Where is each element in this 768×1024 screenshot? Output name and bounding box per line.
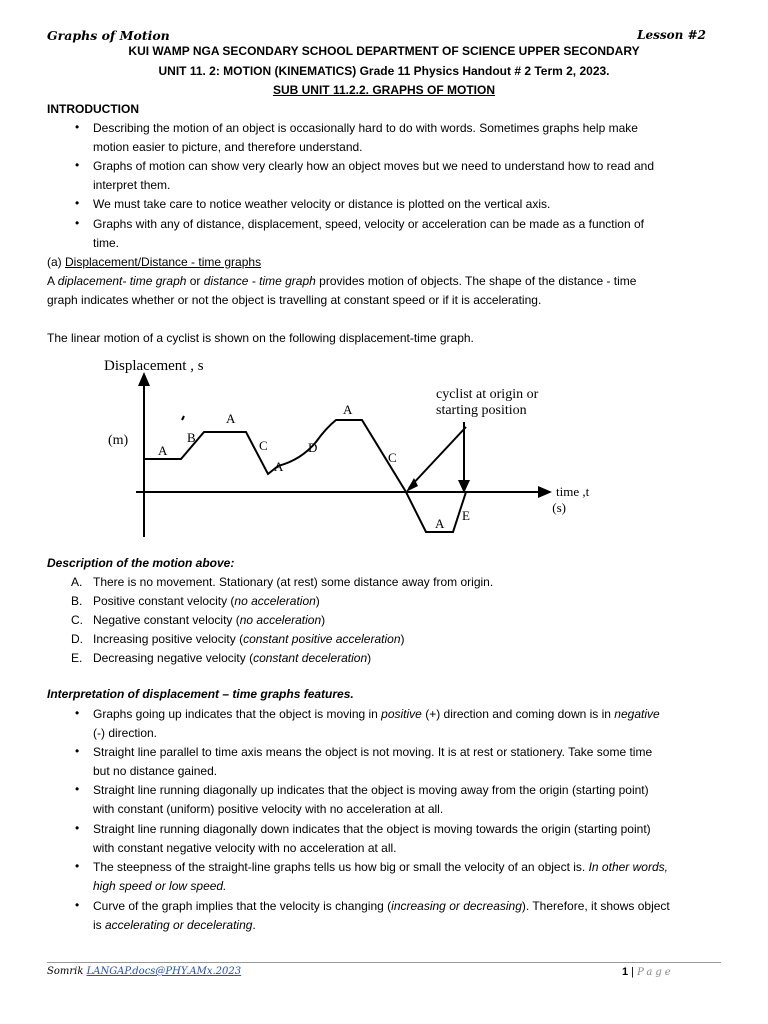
text-run: positive bbox=[381, 707, 422, 721]
text-run: constant deceleration bbox=[253, 651, 368, 665]
list-letter: A. bbox=[71, 575, 83, 589]
section-a-paragraph-line-1 bbox=[47, 272, 636, 291]
interp-bullet-1-line-2: (-) direction. bbox=[93, 726, 158, 740]
intro-bullet-2-line-1: Graphs of motion can show very clearly how an object moves but we need to understand how to read and bbox=[93, 159, 654, 173]
interp-bullet-3-line-2: with constant (uniform) positive velocity with no acceleration at all. bbox=[93, 802, 444, 816]
intro-bullet-1-line-2: motion easier to picture, and therefore understand. bbox=[93, 140, 363, 154]
annotation-line-2: starting position bbox=[436, 403, 527, 418]
segment-label: C bbox=[259, 438, 268, 453]
segment-label: A bbox=[158, 443, 168, 458]
footer-author-name: Somrik bbox=[47, 966, 87, 977]
footer-page-number bbox=[622, 966, 674, 978]
interp-bullet-6-line-2 bbox=[93, 916, 256, 935]
bullet-dot: • bbox=[75, 898, 80, 912]
list-letter: E. bbox=[71, 651, 83, 665]
text-run: no acceleration bbox=[239, 613, 322, 627]
page-number: 1 bbox=[622, 966, 629, 978]
x-axis-unit: (s) bbox=[552, 500, 566, 515]
bullet-dot: • bbox=[75, 158, 80, 172]
segment-label: B bbox=[187, 430, 196, 445]
text-run: In other words, bbox=[588, 860, 668, 874]
description-item-c bbox=[93, 611, 325, 630]
segment-label: A bbox=[343, 402, 353, 417]
text-run: diplacement- time graph bbox=[57, 274, 187, 288]
x-axis-label: time ,t bbox=[556, 484, 590, 499]
footer-email-link[interactable]: LANGAP.docs@PHY.AMx.2023 bbox=[86, 966, 242, 977]
bullet-dot: • bbox=[75, 782, 80, 796]
page-separator: | bbox=[628, 966, 638, 978]
list-letter: D. bbox=[71, 632, 83, 646]
text-run: Increasing positive velocity ( bbox=[93, 632, 244, 646]
text-run: ) bbox=[321, 613, 326, 627]
annotation-line-1: cyclist at origin or bbox=[436, 387, 539, 402]
text-run: ) bbox=[367, 651, 372, 665]
segment-label: E bbox=[462, 508, 470, 523]
interp-bullet-4-line-2: with constant negative velocity with no acceleration at all. bbox=[93, 841, 397, 855]
text-run: . bbox=[252, 918, 256, 932]
tick-mark bbox=[182, 416, 184, 420]
list-letter: C. bbox=[71, 613, 83, 627]
header-lesson-number: Lesson #2 bbox=[637, 28, 706, 42]
text-run: Decreasing negative velocity ( bbox=[93, 651, 254, 665]
bullet-dot: • bbox=[75, 120, 80, 134]
intro-bullet-2-line-2: interpret them. bbox=[93, 178, 171, 192]
intro-bullet-3: We must take care to notice weather velocity or distance is plotted on the vertical axis. bbox=[93, 197, 551, 211]
bullet-dot: • bbox=[75, 744, 80, 758]
displacement-time-graph bbox=[96, 352, 590, 552]
segment-label: A bbox=[435, 516, 445, 531]
text-run: Positive constant velocity ( bbox=[93, 594, 235, 608]
text-run: constant positive acceleration bbox=[243, 632, 401, 646]
description-item-e bbox=[93, 649, 371, 668]
text-run: or bbox=[186, 274, 204, 288]
interp-bullet-6-line-1 bbox=[93, 897, 670, 916]
bullet-dot: • bbox=[75, 821, 80, 835]
description-item-b bbox=[93, 592, 320, 611]
footer-author bbox=[47, 966, 241, 977]
text-run: The steepness of the straight-line graphs tells us how big or small the velocity of an object is. bbox=[93, 860, 589, 874]
text-run: Negative constant velocity ( bbox=[93, 613, 240, 627]
description-heading: Description of the motion above: bbox=[47, 556, 235, 570]
annotation-arrow-line-left bbox=[409, 427, 466, 488]
bullet-dot: • bbox=[75, 859, 80, 873]
text-run: is bbox=[93, 918, 105, 932]
text-run: Graphs going up indicates that the object is moving in bbox=[93, 707, 382, 721]
text-run: ). Therefore, it shows object bbox=[521, 899, 670, 913]
text-run: no acceleration bbox=[234, 594, 316, 608]
section-a-paragraph-line-2: graph indicates whether or not the object is travelling at constant speed or if it is accelerating. bbox=[47, 293, 542, 307]
y-axis-arrowhead bbox=[138, 372, 150, 386]
description-item-a: There is no movement. Stationary (at rest) some distance away from origin. bbox=[93, 575, 494, 589]
section-a-prefix: (a) bbox=[47, 255, 65, 269]
y-axis-unit: (m) bbox=[108, 433, 129, 448]
school-title: KUI WAMP NGA SECONDARY SCHOOL DEPARTMENT OF SCIENCE UPPER SECONDARY bbox=[128, 44, 640, 58]
intro-bullet-4-line-2: time. bbox=[93, 236, 120, 250]
section-a-heading bbox=[47, 253, 261, 272]
bullet-dot: • bbox=[75, 216, 80, 230]
text-run: distance - time graph bbox=[203, 274, 316, 288]
segment-label: D bbox=[308, 440, 318, 455]
text-run: increasing or decreasing bbox=[391, 899, 522, 913]
interpretation-heading: Interpretation of displacement – time graphs features. bbox=[47, 687, 354, 701]
interp-bullet-2-line-1: Straight line parallel to time axis means the object is not moving. It is at rest or stationery. Take some time bbox=[93, 745, 653, 759]
y-axis-label: Displacement , s bbox=[104, 358, 204, 374]
text-run: provides motion of objects. The shape of the distance - time bbox=[315, 274, 637, 288]
interp-bullet-1-line-1 bbox=[93, 705, 660, 724]
intro-bullet-1-line-1: Describing the motion of an object is occasionally hard to do with words. Sometimes graphs help make bbox=[93, 121, 638, 135]
subunit-title: SUB UNIT 11.2.2. GRAPHS OF MOTION bbox=[272, 83, 496, 97]
text-run: ) bbox=[315, 594, 320, 608]
text-run: accelerating or decelerating bbox=[105, 918, 253, 932]
text-run: A bbox=[47, 274, 58, 288]
segment-label: A bbox=[274, 459, 284, 474]
bullet-dot: • bbox=[75, 196, 80, 210]
text-run: (+) direction and coming down is in bbox=[421, 707, 615, 721]
unit-title: UNIT 11. 2: MOTION (KINEMATICS) Grade 11 Physics Handout # 2 Term 2, 2023. bbox=[158, 64, 610, 78]
text-run: negative bbox=[614, 707, 660, 721]
header-left-title: Graphs of Motion bbox=[47, 28, 170, 43]
interp-bullet-4-line-1: Straight line running diagonally down indicates that the object is moving towards the origin (starting point) bbox=[93, 822, 651, 836]
text-run: ) bbox=[400, 632, 405, 646]
x-axis-arrowhead bbox=[538, 486, 552, 498]
section-a-title: Displacement/Distance - time graphs bbox=[65, 255, 262, 269]
bullet-dot: • bbox=[75, 706, 80, 720]
text-run: Curve of the graph implies that the velocity is changing ( bbox=[93, 899, 392, 913]
footer-divider bbox=[47, 962, 721, 963]
page-label: Page bbox=[637, 967, 674, 978]
graph-intro-text: The linear motion of a cyclist is shown on the following displacement-time graph. bbox=[47, 331, 474, 345]
segment-label: C bbox=[388, 450, 397, 465]
list-letter: B. bbox=[71, 594, 83, 608]
segment-label: A bbox=[226, 411, 236, 426]
interp-bullet-2-line-2: but no distance gained. bbox=[93, 764, 218, 778]
interp-bullet-5-line-2: high speed or low speed. bbox=[93, 879, 227, 893]
intro-bullet-4-line-1: Graphs with any of distance, displacement, speed, velocity or acceleration can be made as a function of bbox=[93, 217, 644, 231]
description-item-d bbox=[93, 630, 405, 649]
interp-bullet-5-line-1 bbox=[93, 858, 668, 877]
interp-bullet-3-line-1: Straight line running diagonally up indicates that the object is moving away from the origin (starting point) bbox=[93, 783, 649, 797]
intro-heading: INTRODUCTION bbox=[47, 102, 139, 116]
